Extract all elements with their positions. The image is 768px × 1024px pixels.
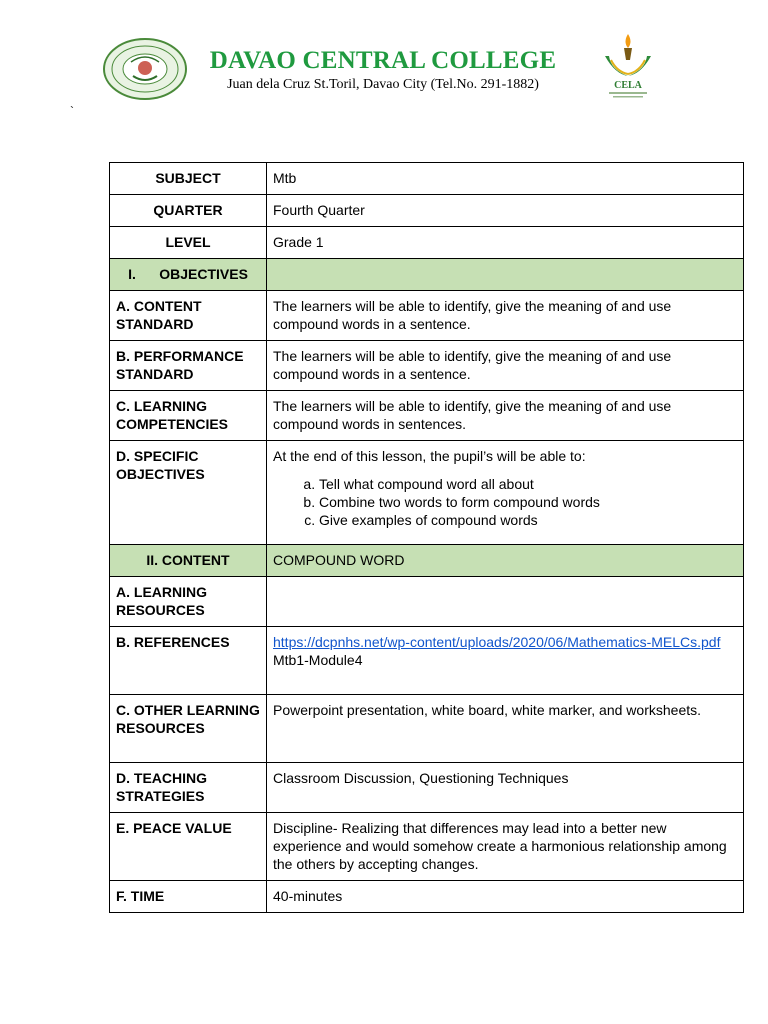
table-row-content-standard — [110, 291, 744, 341]
performance-standard-label: B. PERFORMANCE STANDARD — [110, 341, 267, 391]
list-item: a. Tell what compound word all about — [319, 475, 737, 493]
content-standard-value: The learners will be able to identify, give the meaning of and use compound words in a sentence. — [267, 291, 744, 341]
subject-value: Mtb — [267, 163, 744, 195]
level-label: LEVEL — [110, 227, 267, 259]
objectives-label-text: I. OBJECTIVES — [128, 266, 248, 282]
college-seal-icon — [103, 38, 187, 100]
table-row-time — [110, 881, 744, 913]
quarter-label: QUARTER — [110, 195, 267, 227]
learning-competencies-label: C. LEARNING COMPETENCIES — [110, 391, 267, 441]
other-resources-label: C. OTHER LEARNING RESOURCES — [110, 695, 267, 763]
learning-resources-label: A. LEARNING RESOURCES — [110, 577, 267, 627]
other-resources-value: Powerpoint presentation, white board, white marker, and worksheets. — [267, 695, 744, 763]
table-row-performance-standard — [110, 341, 744, 391]
teaching-strategies-label: D. TEACHING STRATEGIES — [110, 763, 267, 813]
table-row-content-header — [110, 545, 744, 577]
table-row-level — [110, 227, 744, 259]
lesson-plan-table — [109, 162, 744, 913]
content-label: II. CONTENT — [110, 545, 267, 577]
objectives-list — [273, 475, 737, 529]
teaching-strategies-value: Classroom Discussion, Questioning Techniques — [267, 763, 744, 813]
table-row-other-resources — [110, 695, 744, 763]
references-link[interactable]: https://dcpnhs.net/wp-content/uploads/2020/06/Mathematics-MELCs.pdf — [273, 634, 721, 650]
objectives-value — [267, 259, 744, 291]
learning-resources-value — [267, 577, 744, 627]
level-value: Grade 1 — [267, 227, 744, 259]
time-value: 40-minutes — [267, 881, 744, 913]
references-module: Mtb1-Module4 — [273, 652, 363, 668]
specific-objectives-label: D. SPECIFIC OBJECTIVES — [110, 441, 267, 545]
content-standard-label: A. CONTENT STANDARD — [110, 291, 267, 341]
table-row-quarter — [110, 195, 744, 227]
performance-standard-value: The learners will be able to identify, give the meaning of and use compound words in a sentence. — [267, 341, 744, 391]
references-label: B. REFERENCES — [110, 627, 267, 695]
table-row-specific-objectives — [110, 441, 744, 545]
table-row-teaching-strategies — [110, 763, 744, 813]
peace-value-label: E. PEACE VALUE — [110, 813, 267, 881]
time-label: F. TIME — [110, 881, 267, 913]
table-row-peace-value — [110, 813, 744, 881]
table-row-references — [110, 627, 744, 695]
peace-value-value: Discipline- Realizing that differences may lead into a better new experience and would somehow create a harmonious relationship among the others by accepting changes. — [267, 813, 744, 881]
stray-mark: ` — [70, 104, 74, 118]
college-name: DAVAO CENTRAL COLLEGE — [209, 47, 557, 74]
cela-logo-icon — [597, 30, 659, 100]
svg-text:CELA: CELA — [614, 80, 642, 91]
quarter-value: Fourth Quarter — [267, 195, 744, 227]
table-row-subject — [110, 163, 744, 195]
list-item: c. Give examples of compound words — [319, 511, 737, 529]
learning-competencies-value: The learners will be able to identify, give the meaning of and use compound words in sentences. — [267, 391, 744, 441]
subject-label: SUBJECT — [110, 163, 267, 195]
objectives-label — [110, 259, 267, 291]
table-row-learning-competencies — [110, 391, 744, 441]
list-item: b. Combine two words to form compound words — [319, 493, 737, 511]
specific-objectives-intro: At the end of this lesson, the pupil’s will be able to: — [273, 448, 586, 464]
content-value: COMPOUND WORD — [267, 545, 744, 577]
college-address: Juan dela Cruz St.Toril, Davao City (Tel.No. 291-1882) — [227, 77, 539, 92]
document-header — [0, 0, 768, 120]
table-row-learning-resources — [110, 577, 744, 627]
specific-objectives-value — [267, 441, 744, 545]
table-row-objectives-header — [110, 259, 744, 291]
references-value — [267, 627, 744, 695]
